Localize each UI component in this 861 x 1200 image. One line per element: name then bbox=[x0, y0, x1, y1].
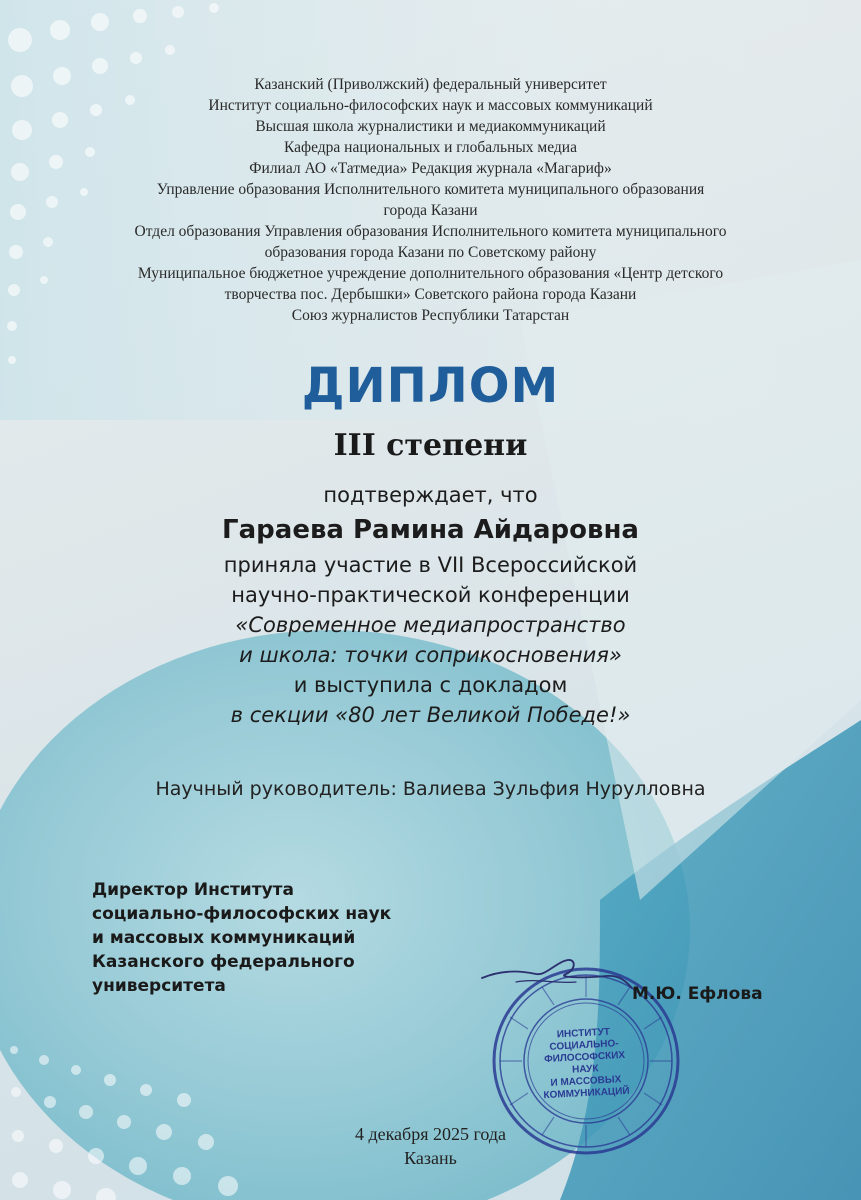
organizer-line: Институт социально-философских наук и массовых коммуникаций bbox=[208, 97, 653, 114]
issue-date: 4 декабря 2025 года bbox=[354, 1124, 507, 1144]
director-line: университета bbox=[92, 976, 226, 996]
scientific-advisor: Научный руководитель: Валиева Зульфия Нурулловна bbox=[155, 778, 706, 800]
organizer-line: Высшая школа журналистики и медиакоммуникаций bbox=[255, 118, 606, 135]
director-line: и массовых коммуникаций bbox=[92, 928, 356, 948]
organizer-line: города Казани bbox=[383, 202, 478, 219]
participation-line: приняла участие в VII Всероссийской bbox=[223, 553, 638, 577]
diploma-title: ДИПЛОМ bbox=[301, 358, 560, 414]
conference-title-line-1: «Современное медиапространство bbox=[235, 613, 626, 637]
seal-line: НАУК bbox=[571, 1063, 599, 1076]
director-line: Директор Института bbox=[92, 880, 294, 900]
seal-line: ИНСТИТУТ bbox=[556, 1026, 611, 1041]
recipient-name: Гараева Рамина Айдаровна bbox=[222, 515, 639, 545]
seal-line: СОЦИАЛЬНО- bbox=[549, 1038, 619, 1053]
diploma-degree: III степени bbox=[333, 428, 528, 463]
footer bbox=[0, 1122, 861, 1170]
issue-city: Казань bbox=[404, 1148, 457, 1168]
director-line: Казанского федерального bbox=[92, 952, 355, 972]
organizer-line: Муниципальное бюджетное учреждение дополнительного образования «Центр детского bbox=[137, 265, 724, 282]
seal-line: ФИЛОСОФСКИХ bbox=[543, 1049, 626, 1066]
seal-line: И МАССОВЫХ bbox=[550, 1074, 622, 1089]
conference-type-line: научно-практической конференции bbox=[231, 583, 630, 607]
diploma-body bbox=[60, 480, 801, 730]
organizer-line: Кафедра национальных и глобальных медиа bbox=[284, 139, 577, 156]
organizer-line: Филиал АО «Татмедиа» Редакция журнала «Магариф» bbox=[249, 160, 612, 177]
handwritten-signature bbox=[476, 948, 636, 1008]
organizer-line: Управление образования Исполнительного комитета муниципального образования bbox=[156, 181, 705, 198]
organizer-line: образования города Казани по Советскому району bbox=[264, 244, 597, 261]
organizer-line: Казанский (Приволжский) федеральный университет bbox=[254, 76, 607, 93]
organizers-header bbox=[60, 74, 801, 326]
organizer-line: творчества пос. Дербышки» Советского района города Казани bbox=[224, 286, 637, 303]
signer-name: М.Ю. Ефлова bbox=[632, 984, 763, 1004]
director-title bbox=[92, 878, 452, 998]
director-line: социально-философских наук bbox=[92, 904, 392, 924]
seal-inscription bbox=[524, 1025, 646, 1103]
organizer-line: Отдел образования Управления образования Исполнительного комитета муниципального bbox=[134, 223, 727, 240]
seal-line: КОММУНИКАЦИЙ bbox=[543, 1085, 630, 1102]
confirms-text: подтверждает, что bbox=[323, 483, 538, 507]
report-line: и выступила с докладом bbox=[293, 673, 568, 697]
conference-title-line-2: и школа: точки соприкосновения» bbox=[239, 643, 622, 667]
organizer-line: Союз журналистов Республики Татарстан bbox=[291, 307, 570, 324]
section-line: в секции «80 лет Великой Победе!» bbox=[230, 703, 631, 727]
